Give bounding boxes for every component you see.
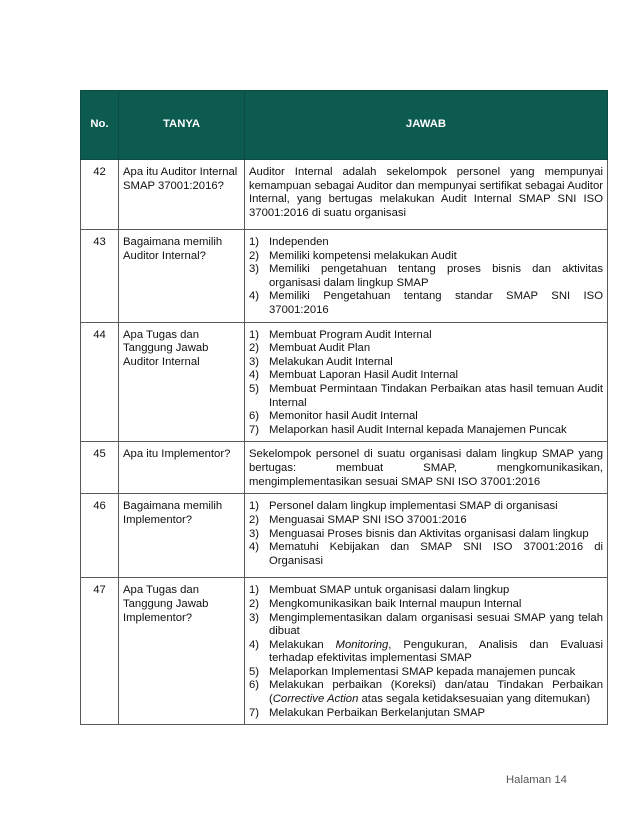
list-item-number: 4) <box>249 638 260 651</box>
list-item-text: Membuat SMAP untuk organisasi dalam lingkup <box>269 584 510 597</box>
list-item <box>249 250 603 264</box>
answer-cell <box>245 322 608 442</box>
page-number: Halaman 14 <box>506 774 567 786</box>
question-cell: Apa Tugas dan Tanggung Jawab Auditor Internal <box>119 322 245 442</box>
list-item <box>249 612 603 639</box>
list-item-text: Memiliki pengetahuan tentang proses bisnis dan aktivitas organisasi dalam lingkup SMAP <box>269 263 603 289</box>
answer-cell <box>245 578 608 725</box>
qa-table <box>80 90 608 725</box>
list-item <box>249 236 603 250</box>
answer-list <box>249 500 603 568</box>
question-cell: Bagaimana memilih Implementor? <box>119 494 245 578</box>
table-row <box>81 322 608 442</box>
list-item-text: Memonitor hasil Audit Internal <box>269 410 418 423</box>
list-item <box>249 541 603 568</box>
question-cell: Apa Tugas dan Tanggung Jawab Implementor? <box>119 578 245 725</box>
table-row <box>81 442 608 494</box>
list-item-text: Mematuhi Kebijakan dan SMAP SNI ISO 37001:2016 di Organisasi <box>269 541 603 567</box>
list-item-text: Membuat Permintaan Tindakan Perbaikan atas hasil temuan Audit Internal <box>269 382 603 409</box>
list-item-text: Melaporkan hasil Audit Internal kepada Manajemen Puncak <box>269 423 567 436</box>
answer-cell <box>245 494 608 578</box>
list-item-text: Memiliki kompetensi melakukan Audit <box>269 249 457 262</box>
list-item-number: 1) <box>249 584 260 597</box>
question-cell: Apa itu Auditor Internal SMAP 37001:2016? <box>119 160 245 230</box>
list-item-number: 4) <box>249 290 260 303</box>
list-item-number: 3) <box>249 355 260 368</box>
list-item-number: 3) <box>249 611 260 624</box>
list-item-number: 6) <box>249 410 260 423</box>
table-row <box>81 578 608 725</box>
row-number: 42 <box>81 160 119 230</box>
question-cell: Apa itu Implementor? <box>119 442 245 494</box>
list-item <box>249 290 603 317</box>
list-item-text: Independen <box>269 236 329 248</box>
list-item <box>249 666 603 680</box>
header-no: No. <box>81 91 119 160</box>
list-item-number: 5) <box>249 382 260 395</box>
list-item <box>249 410 603 424</box>
list-item-number: 7) <box>249 423 260 436</box>
list-item-number: 2) <box>249 342 260 355</box>
list-item-number: 4) <box>249 541 260 554</box>
answer-cell <box>245 442 608 494</box>
list-item <box>249 263 603 290</box>
list-item-text: Melakukan Perbaikan Berkelanjutan SMAP <box>269 706 486 719</box>
list-item <box>249 500 603 514</box>
list-item-text: Membuat Laporan Hasil Audit Internal <box>269 369 459 382</box>
table-body <box>81 160 608 725</box>
list-item-text: Personel dalam lingkup implementasi SMAP di organisasi <box>269 500 558 513</box>
list-item <box>249 369 603 383</box>
list-item-text: Menguasai SMAP SNI ISO 37001:2016 <box>269 513 467 526</box>
row-number: 44 <box>81 322 119 442</box>
list-item-text: Melakukan Audit Internal <box>269 355 393 368</box>
list-item-text: Melakukan perbaikan (Koreksi) dan/atau Tindakan Perbaikan (Corrective Action atas segala ketidaksesuaian yang ditemukan) <box>269 679 603 706</box>
list-item-number: 5) <box>249 665 260 678</box>
table-row <box>81 494 608 578</box>
list-item <box>249 584 603 598</box>
list-item <box>249 598 603 612</box>
list-item <box>249 383 603 410</box>
list-item-number: 2) <box>249 249 260 262</box>
list-item <box>249 528 603 542</box>
answer-list <box>249 329 603 438</box>
list-item <box>249 329 603 343</box>
row-number: 43 <box>81 230 119 323</box>
row-number: 47 <box>81 578 119 725</box>
list-item <box>249 639 603 666</box>
list-item <box>249 679 603 706</box>
list-item-number: 1) <box>249 500 260 513</box>
answer-list <box>249 584 603 720</box>
list-item-number: 6) <box>249 679 260 692</box>
list-item-text: Mengkomunikasikan baik Internal maupun Internal <box>269 597 522 610</box>
list-item <box>249 342 603 356</box>
list-item-number: 3) <box>249 527 260 540</box>
list-item-text: Melaporkan Implementasi SMAP kepada manajemen puncak <box>269 665 576 678</box>
list-item-number: 4) <box>249 369 260 382</box>
list-item <box>249 356 603 370</box>
list-item-text: Menguasai Proses bisnis dan Aktivitas organisasi dalam lingkup <box>269 527 589 540</box>
answer-text: Auditor Internal adalah sekelompok personel yang mempunyai kemampuan sebagai Auditor dan mempunyai sertifikat sebagai Auditor Internal, yang bertugas melakukan Audit Internal SMAP SNI ISO 37001:2016 di suatu organisasi <box>249 166 603 219</box>
list-item-number: 1) <box>249 328 260 341</box>
list-item-number: 2) <box>249 597 260 610</box>
question-cell: Bagaimana memilih Auditor Internal? <box>119 230 245 323</box>
list-item-text: Membuat Program Audit Internal <box>269 328 432 341</box>
list-item-number: 2) <box>249 513 260 526</box>
row-number: 46 <box>81 494 119 578</box>
answer-cell <box>245 160 608 230</box>
answer-cell <box>245 230 608 323</box>
header-jawab: JAWAB <box>245 91 608 160</box>
answer-list <box>249 236 603 318</box>
list-item-number: 1) <box>249 236 260 248</box>
list-item <box>249 514 603 528</box>
header-tanya: TANYA <box>119 91 245 160</box>
list-item <box>249 707 603 721</box>
list-item-number: 3) <box>249 263 260 276</box>
answer-text: Sekelompok personel di suatu organisasi dalam lingkup SMAP yang bertugas: membuat SMAP, mengkomunikasikan, mengimplementasikan sesuai SMAP SNI ISO 37001:2016 <box>249 448 603 488</box>
list-item-number: 7) <box>249 706 260 719</box>
list-item-text: Mengimplementasikan dalam organisasi sesuai SMAP yang telah dibuat <box>269 611 603 638</box>
table-header-row <box>81 91 608 160</box>
list-item-text: Memiliki Pengetahuan tentang standar SMAP SNI ISO 37001:2016 <box>269 290 603 316</box>
table-row <box>81 230 608 323</box>
list-item <box>249 424 603 438</box>
list-item-text: Membuat Audit Plan <box>269 342 371 355</box>
row-number: 45 <box>81 442 119 494</box>
list-item-text: Melakukan Monitoring, Pengukuran, Analisis dan Evaluasi terhadap efektivitas implementasi SMAP <box>269 638 603 665</box>
table-row <box>81 160 608 230</box>
